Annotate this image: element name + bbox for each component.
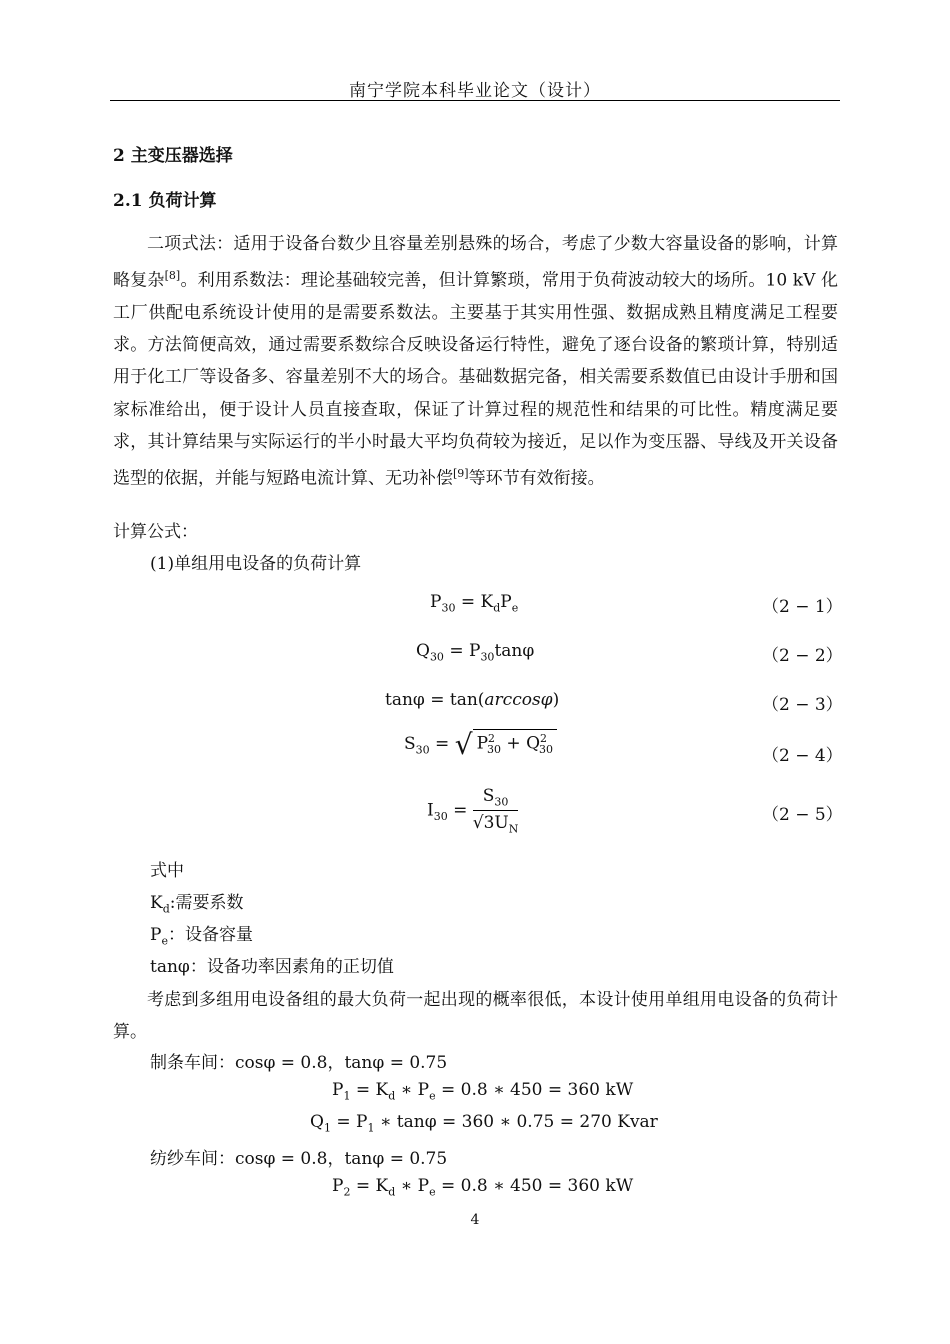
section-heading: 2 主变压器选择: [113, 146, 233, 166]
equation-2-3-number: （2 − 3）: [762, 695, 843, 715]
equation-2-4-number: （2 − 4）: [762, 746, 843, 766]
equation-2-5: $I_{30}$ = $\frac{S_{30}}{√3U_N}$: [427, 786, 519, 836]
equation-2-2-number: （2 − 2）: [762, 646, 843, 666]
equation-2-1-number: （2 − 1）: [762, 597, 843, 617]
kd-definition: $K_d$:需要系数: [150, 893, 244, 916]
equation-2-4: $S_{30}$ = √ $P^2_{30} + Q^2_{30}$: [404, 728, 557, 761]
calc-p2-rest: = 0.8 ∗ 450 = 360 kW: [441, 1176, 634, 1196]
subsection-heading: 2.1 负荷计算: [113, 191, 217, 211]
pe-definition: $P_e$：设备容量: [150, 925, 253, 948]
fraction: $\frac{S_{30}}{√3U_N}$: [472, 786, 519, 836]
equation-2-1: $P_{30} = K_dP_e$: [430, 592, 519, 615]
sqrt-symbol: √ $P^2_{30} + Q^2_{30}$: [455, 728, 557, 761]
header-rule: [110, 100, 840, 101]
page-header: 南宁学院本科毕业论文（设计）: [349, 81, 601, 101]
calc-p1: $P_1 = K_d$ ∗ $P_e = 0.8$ ∗ 450 = 360 kW: [332, 1080, 634, 1103]
kd-definition-text: 需要系数: [175, 893, 244, 913]
pe-definition-text: ：设备容量: [167, 925, 253, 945]
calc-q1-rest: ∗ tanφ = 360 ∗ 0.75 = 270 Kvar: [379, 1112, 658, 1132]
calc-p2: $P_2 = K_d$ ∗ $P_e = 0.8$ ∗ 450 = 360 kW: [332, 1176, 634, 1199]
where-label: 式中: [150, 861, 184, 881]
equation-2-3: tanφ = tan(arccosφ): [385, 690, 560, 710]
paragraph-consideration-text: 考虑到多组用电设备组的最大负荷一起出现的概率很低，本设计使用单组用电设备的负荷计算。: [113, 990, 838, 1043]
paragraph-consideration: [113, 984, 838, 1048]
tan-definition: tanφ：设备功率因素角的正切值: [150, 957, 394, 977]
paragraph-methods-text: 二项式法：适用于设备台数少且容量差别悬殊的场合，考虑了少数大容量设备的影响，计算略复杂[8]。利用系数法：理论基础较完善，但计算繁琐，常用于负荷波动较大的场所。10 kV 化工厂供配电系统设计使用的是需要系数法。主要基于其实用性强、数据成熟且精度满足工程要求。方法简便高效，通过需要系数综合反映设备运行特性，避免了逐台设备的繁琐计算，特别适用于化工厂等设备多、容量差别不大的场合。基础数据完备，相关需要系数值已由设计手册和国家标准给出，便于设计人员直接查取，保证了计算过程的规范性和结果的可比性。精度满足要求，其计算结果与实际运行的半小时最大平均负荷较为接近，足以作为变压器、导线及开关设备选型的依据，并能与短路电流计算、无功补偿[9]等环节有效衔接。: [113, 234, 838, 489]
workshop-1-params: 制条车间：cosφ = 0.8，tanφ = 0.75: [150, 1053, 448, 1073]
calc-p1-rest: = 0.8 ∗ 450 = 360 kW: [441, 1080, 634, 1100]
workshop-2-params: 纺纱车间：cosφ = 0.8，tanφ = 0.75: [150, 1149, 448, 1169]
formula-label: 计算公式：: [113, 522, 198, 542]
calc-q1: $Q_1 = P_1$ ∗ tanφ = 360 ∗ 0.75 = 270 Kvar: [310, 1112, 658, 1135]
step1-label: (1)单组用电设备的负荷计算: [150, 554, 362, 574]
paragraph-methods: [113, 228, 838, 495]
page-number: 4: [470, 1212, 480, 1228]
equation-2-5-number: （2 − 5）: [762, 805, 843, 825]
equation-2-2: $Q_{30} = P_{30}\tan\varphi$: [416, 641, 535, 664]
